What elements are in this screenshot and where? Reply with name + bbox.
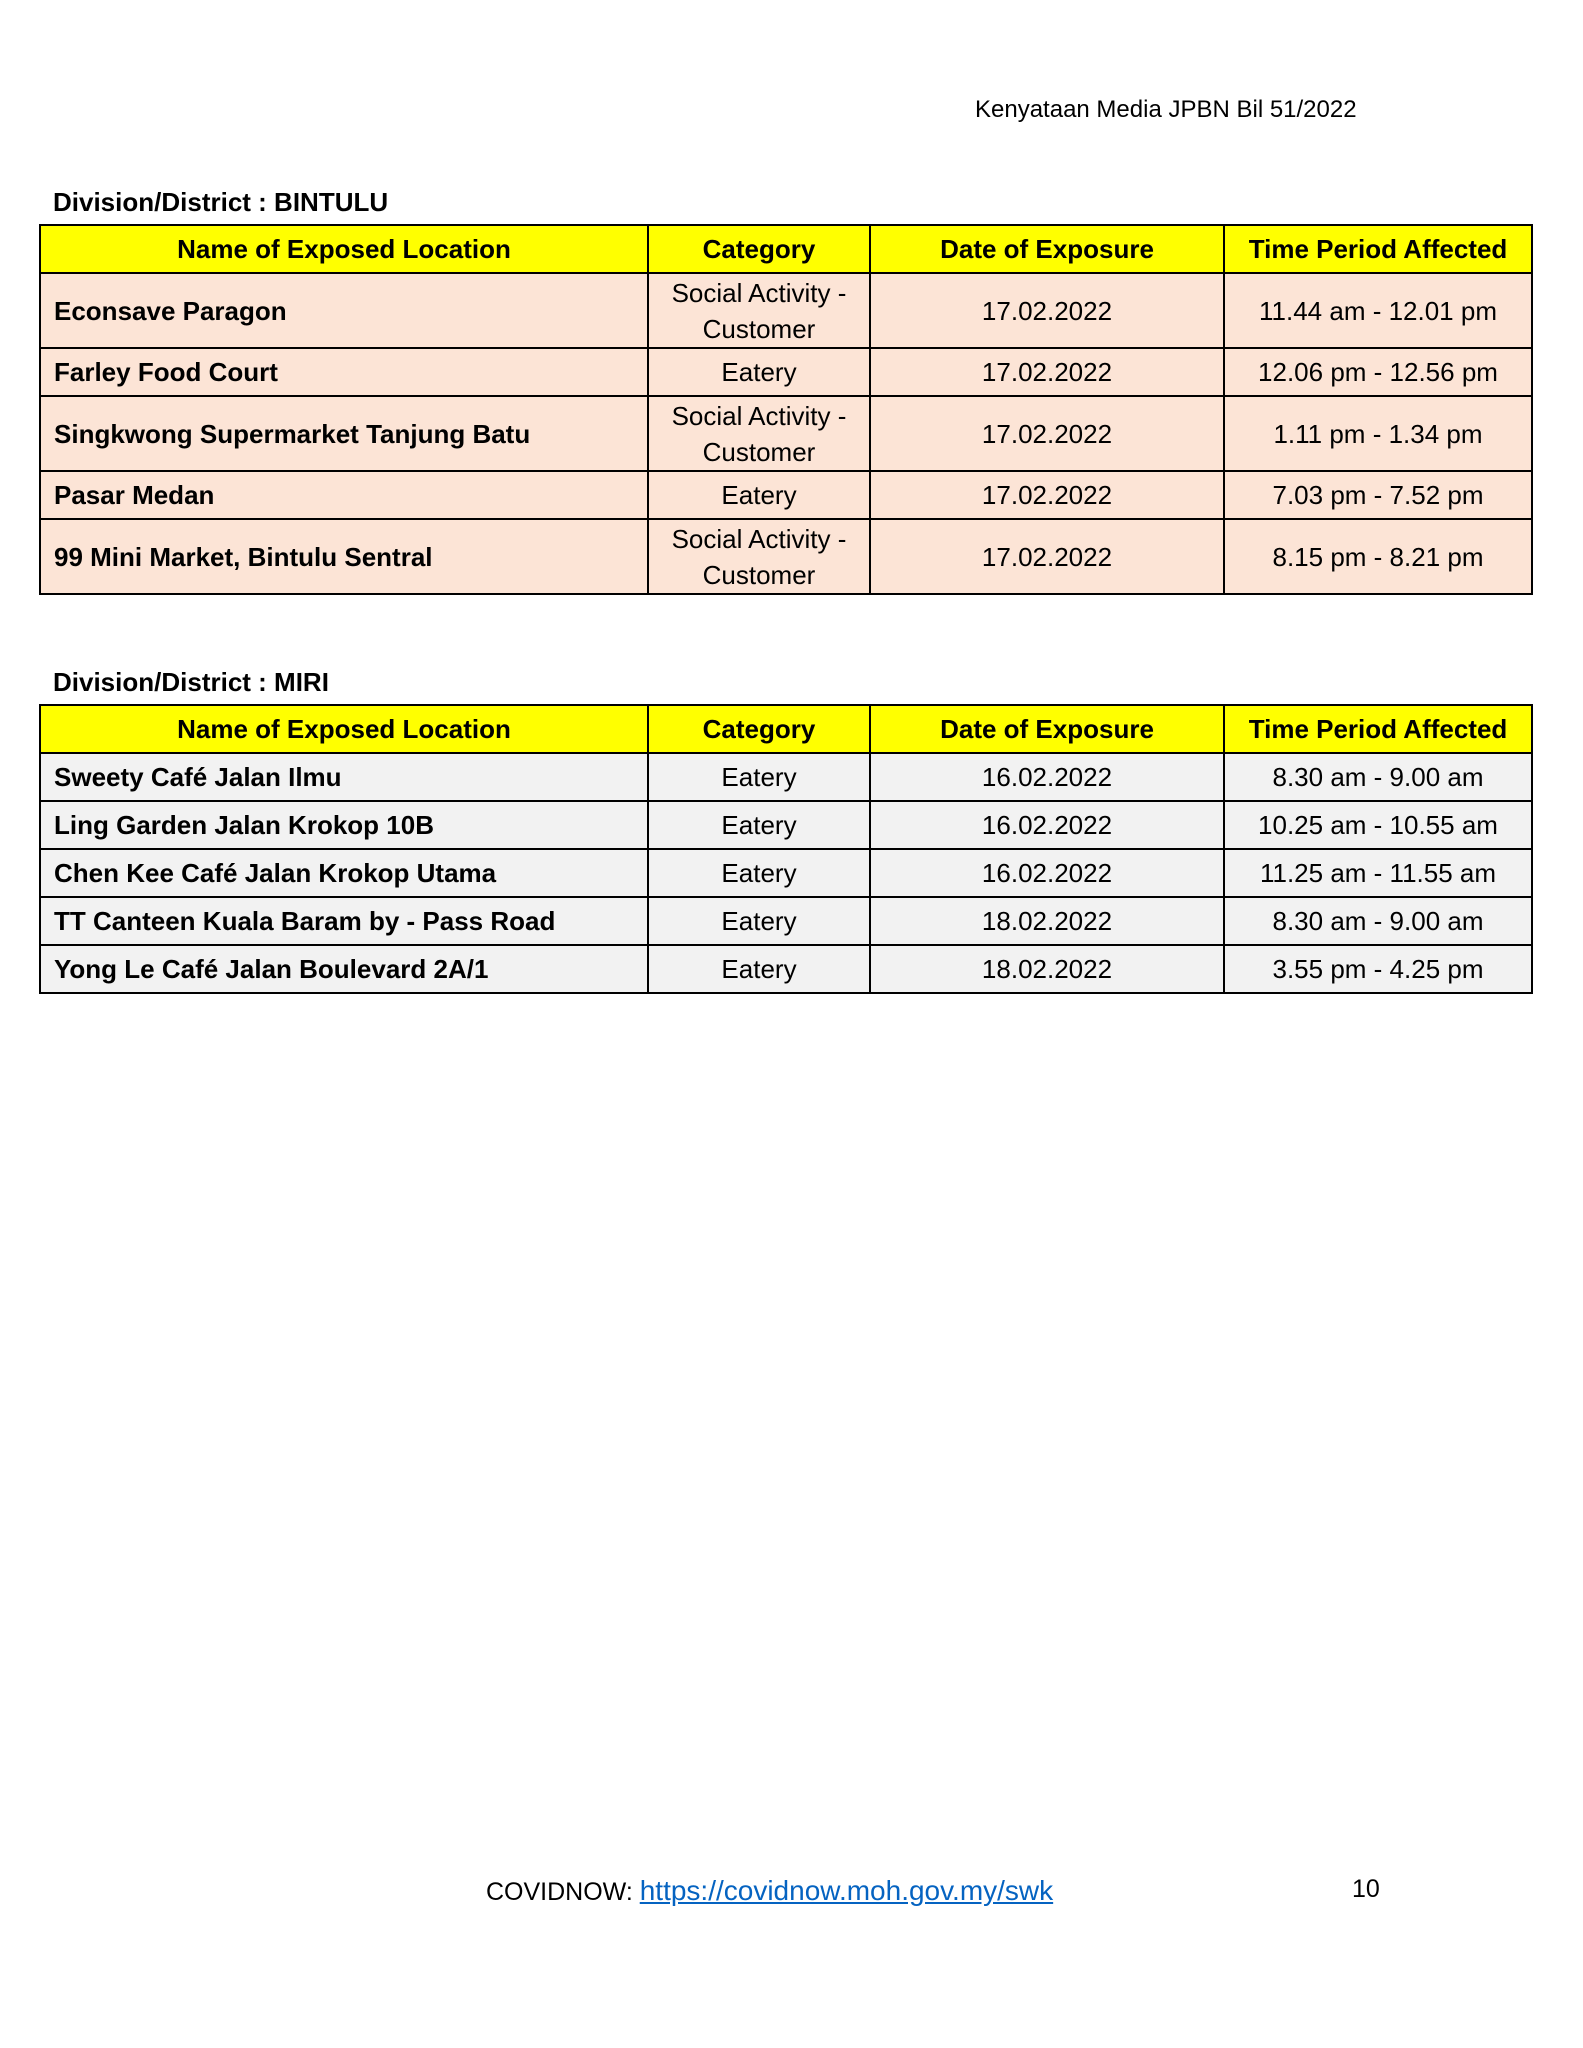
- time-cell: 10.25 am - 10.55 am: [1224, 801, 1532, 849]
- time-cell: 8.15 pm - 8.21 pm: [1224, 519, 1532, 594]
- time-cell: 11.25 am - 11.55 am: [1224, 849, 1532, 897]
- exposure-table-bintulu: [39, 224, 1533, 595]
- time-cell: 11.44 am - 12.01 pm: [1224, 273, 1532, 348]
- column-header-time: Time Period Affected: [1224, 225, 1532, 273]
- location-cell: Yong Le Café Jalan Boulevard 2A/1: [40, 945, 648, 993]
- section-bintulu: [39, 184, 1531, 595]
- section-title: Division/District : BINTULU: [53, 187, 389, 217]
- location-cell: 99 Mini Market, Bintulu Sentral: [40, 519, 648, 594]
- column-header-category: Category: [648, 225, 870, 273]
- date-cell: 17.02.2022: [870, 471, 1224, 519]
- section-miri: [39, 664, 1531, 994]
- date-cell: 16.02.2022: [870, 849, 1224, 897]
- table-row: [40, 753, 1532, 801]
- time-cell: 1.11 pm - 1.34 pm: [1224, 396, 1532, 471]
- date-cell: 17.02.2022: [870, 519, 1224, 594]
- category-cell: Social Activity - Customer: [648, 519, 870, 594]
- date-cell: 17.02.2022: [870, 273, 1224, 348]
- date-cell: 18.02.2022: [870, 897, 1224, 945]
- table-row: [40, 471, 1532, 519]
- column-header-date: Date of Exposure: [870, 225, 1224, 273]
- category-cell: Eatery: [648, 348, 870, 396]
- table-row: [40, 897, 1532, 945]
- location-cell: Singkwong Supermarket Tanjung Batu: [40, 396, 648, 471]
- column-header-time: Time Period Affected: [1224, 705, 1532, 753]
- location-cell: TT Canteen Kuala Baram by - Pass Road: [40, 897, 648, 945]
- table-header-row: [40, 225, 1532, 273]
- footer-source: [486, 1875, 1053, 1907]
- footer-label-text: COVIDNOW:: [486, 1878, 640, 1906]
- table-row: [40, 519, 1532, 594]
- table-row: [40, 348, 1532, 396]
- category-cell: Eatery: [648, 945, 870, 993]
- date-cell: 17.02.2022: [870, 396, 1224, 471]
- category-cell: Eatery: [648, 471, 870, 519]
- table-row: [40, 396, 1532, 471]
- time-cell: 8.30 am - 9.00 am: [1224, 897, 1532, 945]
- time-cell: 7.03 pm - 7.52 pm: [1224, 471, 1532, 519]
- exposure-table-miri: [39, 704, 1533, 994]
- location-cell: Farley Food Court: [40, 348, 648, 396]
- location-cell: Econsave Paragon: [40, 273, 648, 348]
- column-header-location: Name of Exposed Location: [40, 225, 648, 273]
- table-row: [40, 801, 1532, 849]
- date-cell: 16.02.2022: [870, 801, 1224, 849]
- table-row: [40, 849, 1532, 897]
- column-header-location: Name of Exposed Location: [40, 705, 648, 753]
- category-cell: Social Activity - Customer: [648, 273, 870, 348]
- category-cell: Social Activity - Customer: [648, 396, 870, 471]
- time-cell: 12.06 pm - 12.56 pm: [1224, 348, 1532, 396]
- category-cell: Eatery: [648, 753, 870, 801]
- time-cell: 8.30 am - 9.00 am: [1224, 753, 1532, 801]
- document-reference: Kenyataan Media JPBN Bil 51/2022: [975, 96, 1357, 123]
- date-cell: 17.02.2022: [870, 348, 1224, 396]
- category-cell: Eatery: [648, 849, 870, 897]
- table-header-row: [40, 705, 1532, 753]
- column-header-category: Category: [648, 705, 870, 753]
- location-cell: Sweety Café Jalan Ilmu: [40, 753, 648, 801]
- date-cell: 18.02.2022: [870, 945, 1224, 993]
- column-header-date: Date of Exposure: [870, 705, 1224, 753]
- category-cell: Eatery: [648, 897, 870, 945]
- section-title: Division/District : MIRI: [53, 667, 329, 697]
- table-row: [40, 273, 1532, 348]
- location-cell: Pasar Medan: [40, 471, 648, 519]
- table-row: [40, 945, 1532, 993]
- covidnow-link[interactable]: https://covidnow.moh.gov.my/swk: [639, 1875, 1054, 1906]
- location-cell: Ling Garden Jalan Krokop 10B: [40, 801, 648, 849]
- location-cell: Chen Kee Café Jalan Krokop Utama: [40, 849, 648, 897]
- time-cell: 3.55 pm - 4.25 pm: [1224, 945, 1532, 993]
- page-number: 10: [1352, 1875, 1380, 1903]
- category-cell: Eatery: [648, 801, 870, 849]
- date-cell: 16.02.2022: [870, 753, 1224, 801]
